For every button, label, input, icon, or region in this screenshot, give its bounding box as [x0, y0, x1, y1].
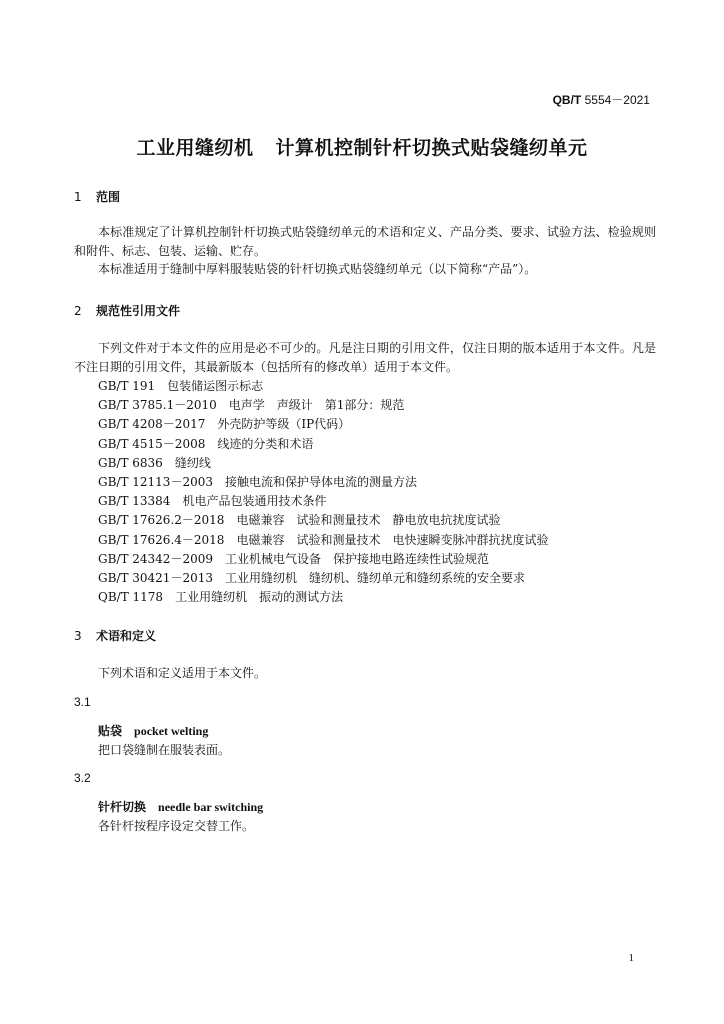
reference-title: 电声学 声级计 第1部分：规范: [228, 398, 405, 413]
section-2-heading: [74, 302, 180, 319]
term-definition: 把口袋缝制在服装表面。: [98, 743, 231, 757]
reference-item: [98, 396, 548, 415]
reference-title: 机电产品包装通用技术条件: [182, 494, 327, 509]
section-2-intro: [74, 339, 656, 376]
page-number: 1: [628, 952, 634, 964]
term-entry: [98, 798, 263, 836]
reference-item: [98, 377, 548, 396]
reference-title: 包装储运图示标志: [167, 379, 264, 393]
reference-title: 缝纫线: [174, 455, 211, 470]
term-number: 3.1: [74, 695, 91, 709]
reference-code: GB/T 17626.4－2018: [98, 532, 225, 547]
scope-paragraph-1: 本标准规定了计算机控制针杆切换式贴袋缝纫单元的术语和定义、产品分类、要求、试验方法、检验规则和附件、标志、包装、运输、贮存。: [74, 225, 656, 258]
reference-item: [98, 415, 548, 434]
reference-title: 电磁兼容 试验和测量技术 电快速瞬变脉冲群抗扰度试验: [236, 532, 549, 547]
reference-code: GB/T 191: [98, 379, 156, 393]
term-entry: [98, 722, 230, 760]
section-1-heading: [74, 188, 120, 205]
references-intro: 下列文件对于本文件的应用是必不可少的。凡是注日期的引用文件，仅注日期的版本适用于本文件。凡是不注日期的引用文件，其最新版本（包括所有的修改单）适用于本文件。: [74, 341, 656, 374]
standard-number: [553, 91, 650, 108]
section-title: 术语和定义: [96, 629, 157, 643]
term-number: 3.2: [74, 771, 91, 785]
reference-item: [98, 531, 548, 550]
standard-prefix: QB/T: [552, 93, 582, 107]
reference-title: 接触电流和保护导体电流的测量方法: [224, 475, 417, 490]
section-number: 2: [74, 304, 82, 318]
reference-title: 外壳防护等级（IP代码）: [217, 417, 351, 432]
section-1-body: [74, 223, 656, 279]
reference-item: [98, 473, 548, 492]
term-heading: [98, 798, 263, 817]
term-english: needle bar switching: [158, 800, 264, 814]
section-number: 1: [74, 190, 82, 204]
term-definition: 各针杆按程序设定交替工作。: [98, 819, 255, 833]
reference-item: [98, 492, 548, 511]
scope-paragraph-2: 本标准适用于缝制中厚料服装贴袋的针杆切换式贴袋缝纫单元（以下简称“产品”）。: [98, 262, 537, 276]
section-number: 3: [74, 629, 82, 643]
title-part1: 工业用缝纫机: [136, 137, 254, 159]
reference-list: [98, 377, 548, 607]
reference-code: GB/T 13384: [98, 494, 171, 509]
reference-item: [98, 588, 548, 607]
reference-code: GB/T 24342－2009: [98, 551, 213, 566]
section-3-heading: [74, 627, 156, 644]
standard-code: 5554－2021: [584, 93, 650, 107]
section-3-intro: [74, 664, 656, 683]
reference-code: GB/T 30421－2013: [98, 571, 213, 586]
reference-code: GB/T 6836: [98, 455, 163, 470]
reference-title: 工业用缝纫机 缝纫机、缝纫单元和缝纫系统的安全要求: [224, 571, 525, 586]
reference-code: GB/T 3785.1－2010: [98, 398, 217, 413]
reference-item: [98, 569, 548, 588]
reference-code: GB/T 4208－2017: [98, 417, 206, 432]
reference-title: 工业用缝纫机 振动的测试方法: [175, 590, 344, 605]
reference-item: [98, 550, 548, 569]
reference-code: QB/T 1178: [98, 590, 164, 605]
reference-title: 工业机械电气设备 保护接地电路连续性试验规范: [224, 551, 489, 566]
term-chinese: 贴袋: [98, 724, 123, 738]
title-part2: 计算机控制针杆切换式贴袋缝纫单元: [275, 137, 588, 159]
term-english: pocket welting: [134, 724, 209, 738]
reference-item: [98, 454, 548, 473]
reference-code: GB/T 17626.2－2018: [98, 513, 225, 528]
reference-title: 线迹的分类和术语: [217, 436, 314, 451]
section-title: 范围: [96, 190, 121, 204]
document-title: [0, 133, 724, 160]
reference-item: [98, 511, 548, 530]
terms-intro: 下列术语和定义适用于本文件。: [98, 666, 267, 680]
reference-title: 电磁兼容 试验和测量技术 静电放电抗扰度试验: [236, 513, 501, 528]
section-title: 规范性引用文件: [96, 304, 181, 318]
reference-item: [98, 435, 548, 454]
reference-code: GB/T 12113－2003: [98, 475, 213, 490]
term-heading: [98, 722, 230, 741]
reference-code: GB/T 4515－2008: [98, 436, 206, 451]
term-chinese: 针杆切换: [98, 800, 147, 814]
